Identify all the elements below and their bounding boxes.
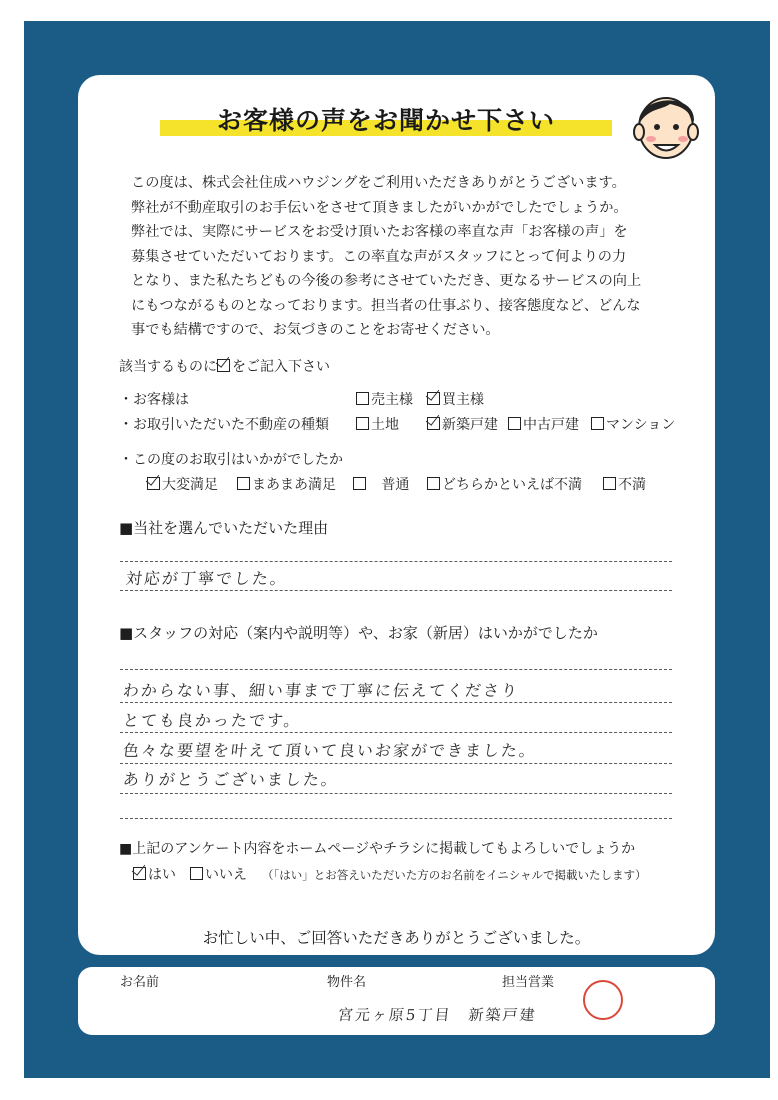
option-label: どちらかといえば不満 xyxy=(442,477,582,493)
name-label: お名前 xyxy=(120,975,160,990)
option-label: 土地 xyxy=(371,417,399,433)
answer-line xyxy=(120,793,672,794)
option-label: 大変満足 xyxy=(162,477,218,493)
option-seller[interactable] xyxy=(356,389,413,409)
intro-paragraph xyxy=(131,171,676,343)
option-label: 新築戸建 xyxy=(442,417,498,433)
intro-line: 弊社が不動産取引のお手伝いをさせて頂きましたがいかがでしたでしょうか。 xyxy=(131,199,628,216)
instruction-before: 該当するものに xyxy=(119,359,217,375)
option-label: 買主様 xyxy=(442,392,484,408)
publish-note: （「はい」とお答えいただいた方のお名前をイニシャルで掲載いたします） xyxy=(262,868,647,882)
checkbox-checked[interactable] xyxy=(133,867,146,880)
option-label: 売主様 xyxy=(371,392,413,408)
option-label: 中古戸建 xyxy=(523,417,579,433)
answer-line xyxy=(120,702,672,703)
property-type-label: ・お取引いただいた不動産の種類 xyxy=(119,417,329,433)
intro-line: この度は、株式会社住成ハウジングをご利用いただきありがとうございます。 xyxy=(131,175,626,191)
option-buyer[interactable] xyxy=(427,389,484,409)
option-used-house[interactable] xyxy=(508,414,579,434)
answer-line xyxy=(120,763,672,764)
checkbox-example-icon xyxy=(217,359,230,372)
page-title: お客様の声をお聞かせ下さい xyxy=(216,106,555,135)
checkbox[interactable] xyxy=(427,477,440,490)
mascot-face-icon xyxy=(626,84,706,164)
option-label: まあまあ満足 xyxy=(252,477,336,493)
option-dissatisfied[interactable] xyxy=(603,474,646,494)
intro-line: 募集させていただいております。この率直な声がスタッフにとって何よりの力 xyxy=(131,248,627,265)
checkbox-checked[interactable] xyxy=(427,417,440,430)
option-neutral[interactable] xyxy=(353,474,409,494)
checkbox[interactable] xyxy=(353,477,366,490)
checkbox[interactable] xyxy=(591,417,604,430)
intro-line: となり、また私たちどもの今後の参考にさせていただき、更なるサービスの向上 xyxy=(131,273,642,289)
checkbox[interactable] xyxy=(190,867,203,880)
checkbox[interactable] xyxy=(356,392,369,405)
closing-message: お忙しい中、ご回答いただきありがとうございました。 xyxy=(202,929,591,947)
reason-answer[interactable]: 対応が丁寧でした。 xyxy=(124,569,289,588)
customer-type-label: ・お客様は xyxy=(119,392,189,408)
checkbox[interactable] xyxy=(603,477,616,490)
checkbox[interactable] xyxy=(356,417,369,430)
option-label: 普通 xyxy=(381,477,410,493)
satisfaction-label: ・この度のお取引はいかがでしたか xyxy=(119,452,343,468)
answer-line xyxy=(120,590,672,591)
intro-line: 事でも結構ですので、お気づきのことをお寄せください。 xyxy=(131,322,500,338)
checkbox-checked[interactable] xyxy=(147,477,160,490)
checkbox[interactable] xyxy=(237,477,250,490)
instruction-after: をご記入下さい xyxy=(232,359,330,375)
option-somewhat-dissatisfied[interactable] xyxy=(427,474,582,494)
publish-no[interactable] xyxy=(190,864,247,884)
option-new-house[interactable] xyxy=(427,414,498,434)
property-value[interactable]: 宮元ヶ原5丁目 新築戸建 xyxy=(337,1006,538,1024)
staff-answer-line[interactable]: 色々な要望を叶えて頂いて良いお家ができました。 xyxy=(121,741,538,760)
intro-line: 弊社では、実際にサービスをお受け頂いたお客様の率直な声「お客様の声」を xyxy=(131,224,628,240)
option-label: マンション xyxy=(606,417,676,433)
staff-heading: ■スタッフの対応（案内や説明等）や、お家（新居）はいかがでしたか xyxy=(119,624,598,642)
publish-yes[interactable] xyxy=(133,864,176,884)
property-label: 物件名 xyxy=(327,975,367,990)
answer-line xyxy=(120,818,672,819)
option-very-satisfied[interactable] xyxy=(147,474,218,494)
instruction-text xyxy=(119,356,330,376)
intro-line: にもつながるものとなっております。担当者の仕事ぶり、接客態度など、どんな xyxy=(131,297,641,314)
option-label: はい xyxy=(148,867,176,883)
answer-line xyxy=(120,732,672,733)
publish-question: ■上記のアンケート内容をホームページやチラシに掲載してもよろしいでしょうか xyxy=(119,841,636,857)
answer-line xyxy=(120,669,672,670)
checkbox[interactable] xyxy=(508,417,521,430)
sales-label: 担当営業 xyxy=(502,975,555,990)
option-label: いいえ xyxy=(205,867,247,883)
reason-heading: ■当社を選んでいただいた理由 xyxy=(119,519,329,537)
option-somewhat-satisfied[interactable] xyxy=(237,474,336,494)
option-land[interactable] xyxy=(356,414,399,434)
staff-answer-line[interactable]: わからない事、細い事まで丁寧に伝えてくださり xyxy=(121,681,520,700)
option-label: 不満 xyxy=(618,477,646,493)
staff-answer-line[interactable]: ありがとうございました。 xyxy=(121,770,340,789)
answer-line xyxy=(120,561,672,562)
staff-answer-line[interactable]: とても良かったです。 xyxy=(121,711,303,730)
checkbox-checked[interactable] xyxy=(427,392,440,405)
staff-seal-stamp xyxy=(583,980,623,1020)
option-mansion[interactable] xyxy=(591,414,675,434)
